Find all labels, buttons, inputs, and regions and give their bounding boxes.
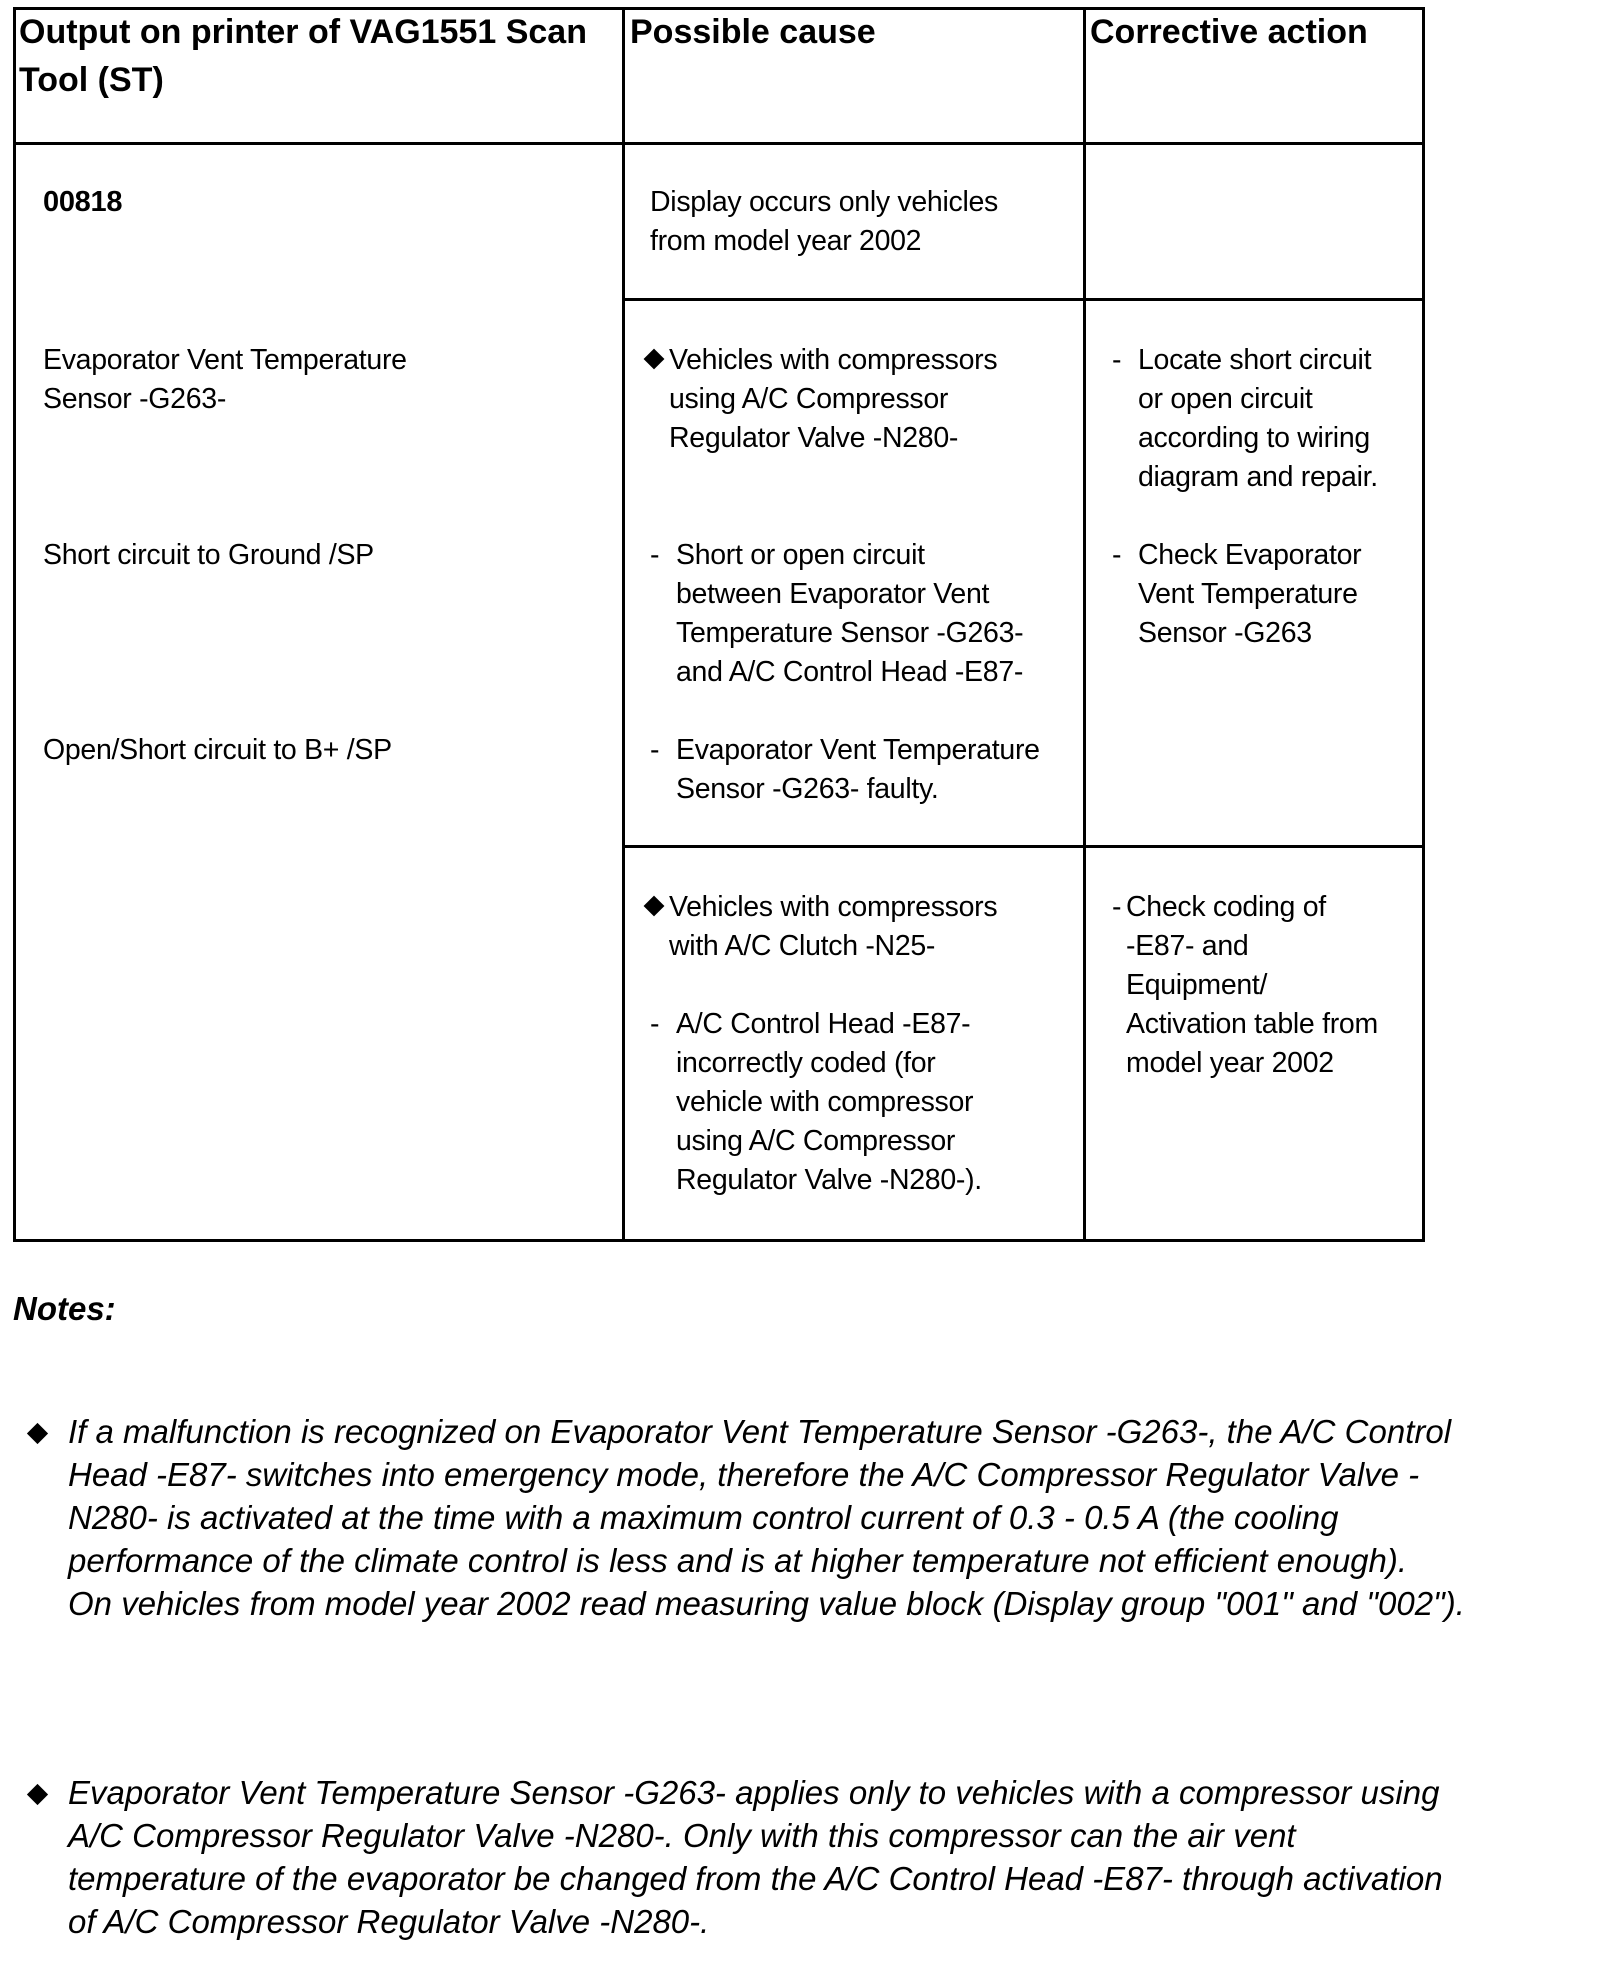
column-divider-1 (622, 7, 625, 1242)
header-divider (13, 142, 1425, 145)
component-name: Evaporator Vent Temperature Sensor -G263- (43, 344, 407, 415)
row-divider-2 (622, 845, 1425, 848)
header-corrective-action: Corrective action (1090, 13, 1368, 51)
row1-cause: Display occurs only vehicles from model year 2002 (650, 186, 998, 257)
fault-short-to-ground: Short circuit to Ground /SP (43, 539, 374, 571)
diamond-bullet-icon (27, 1784, 48, 1805)
fault-code: 00818 (43, 186, 123, 218)
header-output: Output on printer of VAG1551 Scan Tool (ST) (19, 13, 587, 99)
row-divider-1 (622, 298, 1425, 301)
column-divider-2 (1083, 7, 1086, 1242)
fault-open-short-to-b-plus: Open/Short circuit to B+ /SP (43, 734, 392, 766)
diamond-bullet-icon (27, 1423, 48, 1444)
notes-title: Notes: (13, 1290, 116, 1327)
header-possible-cause: Possible cause (630, 13, 876, 51)
